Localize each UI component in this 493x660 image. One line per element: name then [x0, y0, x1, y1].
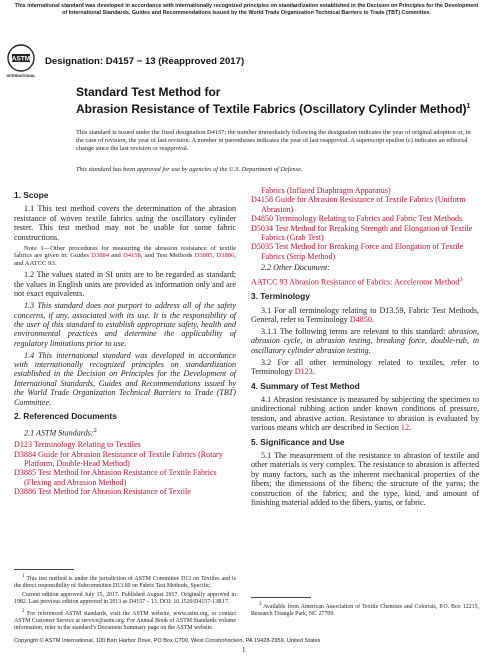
paragraph-1-3: 1.3 This standard does not purport to address all of the safety concerns, if any, associated with its use. It is the responsibility of the user of this standard to establish appropriate safety, health and environmental practices and determine the applicability of regulatory limitations prior to use. — [14, 301, 236, 348]
footnote-2: $^2$ For referenced ASTM standards, visit the ASTM website, www.astm.org, or contact ASTM Customer Service at service@astm.org. For Annual Book of ASTM Standards volume information, refer to the standard’s Document Summary page on the ASTM website. — [14, 608, 236, 631]
reference-code[interactable]: D5035 — [251, 242, 274, 252]
reference-item[interactable] — [251, 242, 479, 261]
international-standard-notice: This international standard was developed in accordance with internationally recognized principles on standardization established in the Decision on Principles for the Development of International Standards, Guides and Recommendations issued by the World Trade Organization Technical Barriers to Trade (TBT) Committee. — [14, 3, 479, 16]
paragraph-3-1-1 — [251, 327, 479, 355]
reference-item[interactable] — [251, 195, 479, 214]
footnotes-left — [14, 573, 236, 634]
copyright-footer: Copyright © ASTM International, 100 Barr Harbor Drive, PO Box C700, West Conshohocken, PA 19428-2959. United States — [14, 638, 321, 644]
link-d4158[interactable]: D4158 — [122, 252, 141, 260]
reference-item[interactable] — [14, 450, 236, 469]
astm-logo-mark — [6, 42, 36, 86]
footnote-1: $^1$ This test method is under the jurisdiction of ASTM Committee D13 on Textiles and is the direct responsibility of Subcommittee D13.60 on Fabric Test Methods, Specific. — [14, 574, 236, 589]
document-title — [76, 86, 476, 116]
reference-code[interactable]: D3886 — [14, 487, 37, 497]
reference-item[interactable] — [251, 224, 479, 243]
paragraph-5-1: 5.1 The measurement of the resistance to abrasion of textile and other materials is very complex. The resistance to abrasion is affected by many factors, such as the inherent mechanical properties of the fibers; the dimensions of the fibers; the structure of the yarns; the construction of the fabrics; and the type, kind, and amount of finishing material added to the fibers, yarns, or fabric. — [251, 450, 479, 507]
paragraph-4-1-end: . — [409, 423, 412, 433]
title-line-1: Standard Test Method for — [76, 85, 221, 99]
section-heading-terminology: 3. Terminology — [251, 291, 310, 302]
reference-item[interactable] — [14, 440, 236, 449]
reference-code[interactable]: D3885 — [14, 468, 37, 478]
title-line-2 — [76, 100, 476, 117]
paragraph-1-4: 1.4 This international standard was developed in accordance with internationally recognized principles on standardization established in the Decision on Principles for the Development of International Standards, Guides and Recommendations issued by the World Trade Organization Technical Barriers to Trade (TBT) Committee. — [14, 350, 236, 407]
paragraph-3-1 — [251, 306, 479, 325]
reference-code[interactable]: D4850 — [251, 214, 274, 224]
right-column — [251, 186, 479, 510]
footnotes-right — [251, 601, 479, 620]
paragraph-4-1 — [251, 395, 479, 433]
reference-aatcc[interactable]: AATCC 93 Abrasion Resistance of Fabrics: Accelerotor Method — [251, 277, 460, 287]
note-1-text-b: and — [109, 252, 123, 260]
paragraph-3-2-text: 3.2 For all other terminology related to textiles, refer to Terminology — [251, 357, 479, 377]
paragraph-3-1-1-text: 3.1.1 The following terms are relevant to this standard: — [261, 326, 449, 336]
paragraph-3-2-end: . — [312, 367, 315, 377]
reference-title[interactable]: Test Method for Abrasion Resistance of Textile — [36, 487, 191, 497]
title-main: Abrasion Resistance of Textile Fabrics (Oscillatory Cylinder Method) — [76, 101, 467, 116]
footnote-rule-left — [14, 569, 74, 570]
section-heading-summary: 4. Summary of Test Method — [251, 380, 360, 391]
title-footnote-mark: 1 — [466, 102, 471, 110]
note-1-text-e: , and AATCC 93. — [14, 252, 236, 268]
paragraph-3-1-end: . — [371, 315, 374, 325]
issuance-note: This standard is issued under the fixed designation D4157; the number immediately following the designation indicates the year of original adoption or, in the case of revision, the year of last revision. A number in parentheses indicates the year of last reapproval. A superscript epsilon (ε) indicates an editorial change since the last revision or reapproval. — [76, 129, 471, 152]
footnote-2-text: For referenced ASTM standards, visit the ASTM website, www.astm.org, or contact ASTM Customer Service at service@astm.org. For Annual Book of ASTM Standards volume information, refer to the standard’s Document Summary page on the ASTM website. — [14, 610, 236, 631]
reference-code[interactable]: D123 — [14, 440, 32, 450]
reference-title[interactable]: Guide for Abrasion Resistance of Textile Fabrics (Uniform Abrasion) — [261, 195, 466, 214]
link-d3886[interactable]: D3886 — [216, 252, 235, 260]
reference-title[interactable]: Guide for Abrasion Resistance of Textile Fabrics (Rotary Platform, Double-Head Method) — [24, 449, 223, 468]
reference-title[interactable]: Test Method for Breaking Force and Elongation of Textile Fabrics (Strip Method) — [261, 242, 464, 261]
reference-item[interactable] — [14, 487, 236, 496]
reference-code[interactable]: D3884 — [14, 449, 37, 459]
footnote-mark-3: 3 — [459, 276, 463, 284]
astm-logo — [6, 42, 36, 86]
logo-caption: INTERNATIONAL — [6, 74, 36, 78]
other-document-subheading: 2.2 Other Document: — [261, 263, 331, 273]
footnote-3-text: Available from American Association of Textile Chemists and Colorists, P.O. Box 12215, Research Triangle Park, NC 27709. — [251, 603, 479, 617]
designation: Designation: D4157 − 13 (Reapproved 2017) — [45, 56, 245, 67]
link-d3884[interactable]: D3884 — [91, 252, 110, 260]
reference-code[interactable]: D5034 — [251, 223, 274, 233]
left-column — [14, 186, 236, 497]
terms-list: abrasion, abrasion cycle, in abrasion testing, breaking force, double-rub, in oscillatory cylinder abrasion testing. — [251, 326, 479, 355]
link-section-12[interactable]: 12 — [400, 423, 410, 433]
reference-title[interactable]: Test Method for Abrasion Resistance of Textile Fabrics (Flexing and Abrasion Method) — [24, 468, 217, 487]
paragraph-4-1-text: 4.1 Abrasion resistance is measured by subjecting the specimen to unidirectional rubbing action under known conditions of pressure, tension, and abrasive action. Resistance to abrasion is evaluated by various means which are described in Section — [251, 394, 479, 433]
reference-item[interactable] — [251, 214, 479, 223]
reference-title[interactable]: Terminology Relating to Fabrics and Fabric Test Methods — [273, 214, 463, 224]
footnote-rule-right — [251, 597, 311, 598]
link-d4850[interactable]: D4850 — [349, 315, 372, 325]
paragraph-1-1: 1.1 This test method covers the determination of the abrasion resistance of woven textile fabrics using the oscillatory cylinder tester. This test method may not be usable for some fabric constructions. — [14, 204, 236, 242]
note-1 — [14, 245, 236, 268]
footnote-1-text: This test method is under the jurisdiction of ASTM Committee D13 on Textiles and is the direct responsibility of Subcommittee D13.60 on Fabric Test Methods, Specific. — [14, 575, 236, 589]
note-1-text-c: , and Test Methods — [140, 252, 195, 260]
reference-title[interactable]: Terminology Relating to Textiles — [32, 440, 141, 450]
note-1-text-d: , — [212, 252, 217, 260]
section-heading-referenced-documents: 2. Referenced Documents — [14, 411, 117, 422]
paragraph-3-1-text: 3.1 For all terminology relating to D13.59, Fabric Test Methods, General, refer to Terminology — [251, 305, 479, 325]
reference-code[interactable]: D4158 — [251, 195, 274, 205]
link-d123[interactable]: D123 — [294, 367, 313, 377]
reference-title[interactable]: Test Method for Breaking Strength and Elongation of Textile Fabrics (Grab Test) — [261, 223, 473, 243]
note-1-text-a: Note 1—Other procedures for measuring the abrasion resistance of textile fabrics are given in: Guides — [14, 244, 236, 260]
astm-standards-label: 2.1 ASTM Standards: — [24, 428, 94, 438]
paragraph-1-2: 1.2 The values stated in SI units are to be regarded as standard; the values in English units are provided as information only and are not exact equivalents. — [14, 270, 236, 299]
page-number: 1 — [242, 646, 246, 654]
svg-text:ASTM: ASTM — [11, 55, 31, 63]
footnote-1-current-edition: Current edition approved July 15, 2017. Published August 2017. Originally approved in 1982. Last previous edition approved in 2013 as D4157 – 13. DOI: 10.1520/D4157-13R17. — [14, 591, 236, 605]
dod-approval-note: This standard has been approved for use by agencies of the U.S. Department of Defense. — [76, 166, 303, 173]
link-d3885[interactable]: D3885 — [194, 252, 213, 260]
footnote-3: $^3$ Available from American Association of Textile Chemists and Colorists, P.O. Box 12215, Research Triangle Park, NC 27709. — [251, 602, 479, 617]
reference-item[interactable] — [14, 468, 236, 487]
paragraph-3-2 — [251, 358, 479, 377]
section-heading-significance: 5. Significance and Use — [251, 436, 345, 447]
reference-continuation-text[interactable]: Fabrics (Inflated Diaphragm Apparatus) — [261, 186, 391, 195]
astm-standards-subheading — [14, 426, 236, 438]
reference-continuation — [251, 186, 479, 195]
section-heading-scope: 1. Scope — [14, 190, 49, 200]
reference-item-aatcc[interactable] — [251, 275, 479, 287]
footnote-mark-2: 2 — [93, 426, 97, 434]
